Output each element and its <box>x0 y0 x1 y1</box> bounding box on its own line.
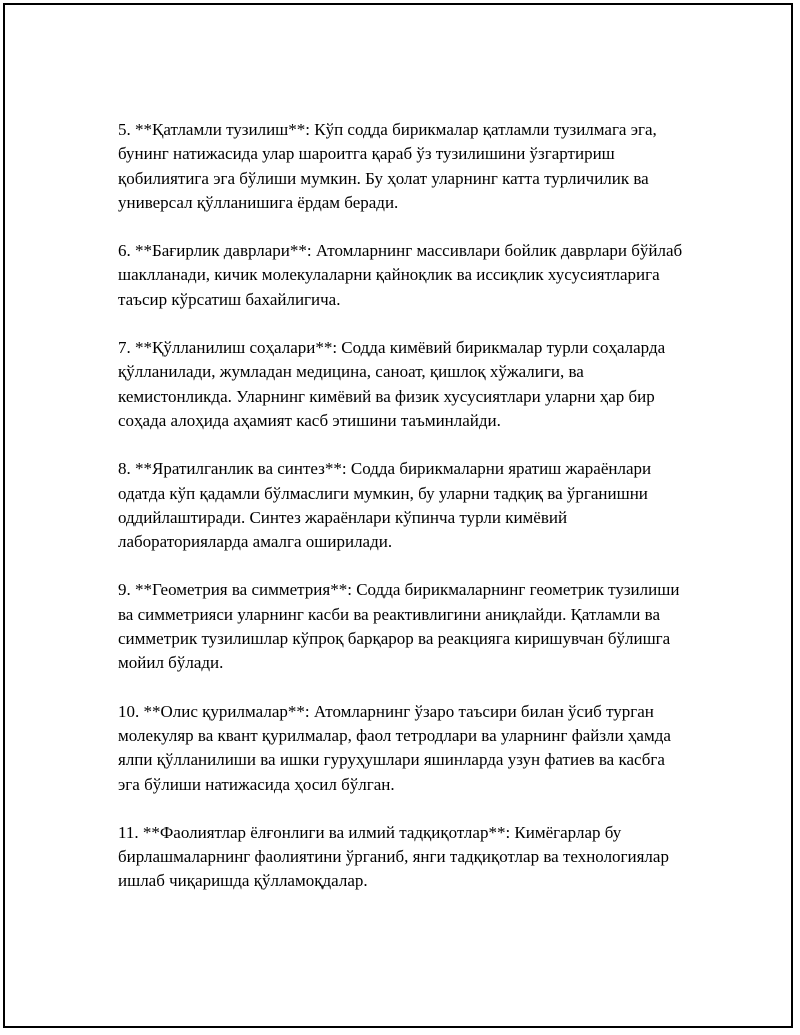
paragraph-item-5: 5. **Қатламли тузилиш**: Кўп содда бирикмалар қатламли тузилмага эга, бунинг натижасида улар шароитга қараб ўз тузилишини ўзгартириш қобилиятига эга бўлиши мумкин. Бу ҳолат уларнинг катта турличилик ва универсал қўлланишига ёрдам беради. <box>118 120 657 212</box>
paragraph-item-6: 6. **Бағирлик даврлари**: Атомларнинг массивлари бойлик даврлари бўйлаб шаклланади, кичик молекулаларни қайноқлик ва иссиқлик хусусиятларига таъсир кўрсатиш бахайлигича. <box>118 241 683 309</box>
paragraph-item-10: 10. **Олис қурилмалар**: Атомларнинг ўзаро таъсири билан ўсиб турган молекуляр ва квант қурилмалар, фаол тетродлари ва уларнинг файзли ҳамда ялпи қўлланилиши ва ишки гуруҳушлари яшинларда узун фатиев ва касбга эга бўлиши натижасида ҳосил бўлган. <box>118 701 671 794</box>
paragraph-item-9: 9. **Геометрия ва симметрия**: Содда бирикмаларнинг геометрик тузилиши ва симметрияси уларнинг касби ва реактивлигини аниқлайди. Қатламли ва симметрик тузилишлар кўпроқ барқарор ва реакцияга киришувчан бўлишга мойил бўлади. <box>118 580 680 673</box>
paragraph-item-7: 7. **Қўлланилиш соҳалари**: Содда кимёвий бирикмалар турли соҳаларда қўлланилади, жумладан медицина, саноат, қишлоқ хўжалиги, ва кемистонликда. Уларнинг кимёвий ва физик хусусиятлари уларни ҳар бир соҳада алоҳида аҳамият касб этишини таъминлайди. <box>118 338 666 430</box>
paragraph-item-11: 11. **Фаолиятлар ёлғонлиги ва илмий тадқиқотлар**: Кимёгарлар бу бирлашмаларнинг фаолиятини ўрганиб, янги тадқиқотлар ва технологиялар ишлаб чиқаришда қўлламоқдалар. <box>118 822 669 891</box>
document-body <box>118 118 688 918</box>
paragraph-item-8: 8. **Яратилганлик ва синтез**: Содда бирикмаларни яратиш жараёнлари одатда кўп қадамли бўлмаслиги мумкин, бу уларни тадқиқ ва ўрганишни оддийлаштиради. Синтез жараёнлари кўпинча турли кимёвий лабораторияларда амалга оширилади. <box>118 459 652 552</box>
